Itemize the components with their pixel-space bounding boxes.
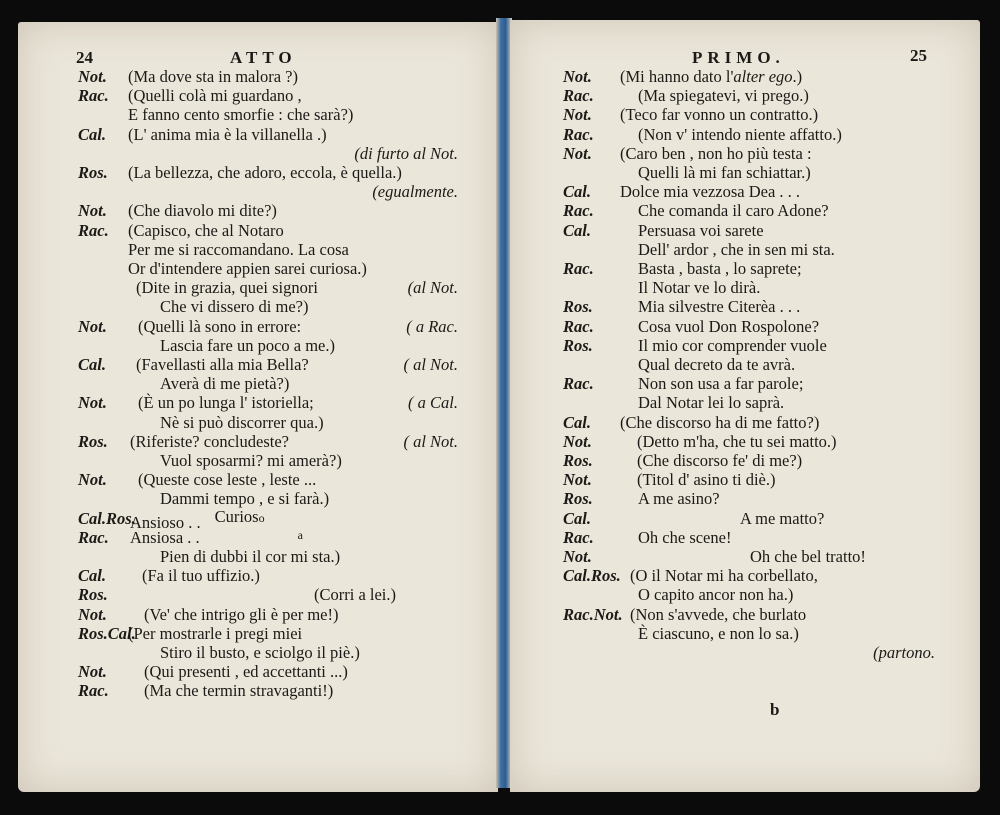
verse-text-main: (Caro ben , non ho più testa : xyxy=(620,143,812,163)
verse-text-main: (Detto m'ha, che tu sei matto.) xyxy=(637,431,837,451)
verse-line xyxy=(510,509,980,528)
verse-line xyxy=(510,278,980,297)
verse-text-main: Mia silvestre Citerèa . . . xyxy=(638,297,801,317)
stage-direction: ( a Rac. xyxy=(406,316,458,336)
verse-line xyxy=(510,470,980,489)
verse-text-main: Lascia fare un poco a me.) xyxy=(160,335,335,355)
verse-line xyxy=(510,547,980,566)
left-page xyxy=(18,22,498,792)
verse-line xyxy=(510,221,980,240)
running-head: ATTO xyxy=(230,48,297,67)
speaker-name: Ros. xyxy=(78,431,108,451)
stage-direction: ( al Not. xyxy=(403,431,458,451)
verse-line xyxy=(510,489,980,508)
running-head: PRIMO. xyxy=(692,48,785,67)
verse-line xyxy=(18,67,498,86)
verse-line xyxy=(18,297,498,316)
verse-text-main: Dammi tempo , e si farà.) xyxy=(160,489,330,509)
verse-line xyxy=(18,393,498,412)
verse-text-main: (Ve' che intrigo gli è per me!) xyxy=(144,604,339,624)
verse-text-main: (Favellasti alla mia Bella? xyxy=(136,355,309,374)
verse-text-main: È ciascuno, e non lo sa.) xyxy=(638,623,799,643)
verse-text xyxy=(160,374,289,393)
verse-text-main: Pien di dubbi il cor mi sta.) xyxy=(160,547,341,566)
verse-text xyxy=(638,240,835,259)
speaker-name: Rac. xyxy=(563,201,594,221)
verse-text-main: Nè si può discorrer qua.) xyxy=(160,412,324,432)
verse-line xyxy=(18,624,498,643)
verse-line xyxy=(18,432,498,451)
verse-line xyxy=(18,221,498,240)
verse-text-main: Non son usa a far parole; xyxy=(638,374,804,394)
verse-line xyxy=(510,451,980,470)
verse-text xyxy=(160,643,360,662)
verse-text-main: (Per mostrarle i pregi miei xyxy=(128,623,303,643)
verse-text xyxy=(638,259,802,278)
verse-text xyxy=(160,489,329,508)
verse-line xyxy=(510,297,980,316)
speaker-name: Rac. xyxy=(563,374,594,394)
verse-text xyxy=(160,451,342,470)
verse-line xyxy=(18,643,498,662)
speaker-name: Not. xyxy=(563,143,592,163)
verse-text xyxy=(637,451,802,470)
speaker-name: Not. xyxy=(78,470,107,490)
verse-text xyxy=(630,605,806,624)
verse-line xyxy=(18,105,498,124)
verse-text xyxy=(638,221,764,240)
verse-text xyxy=(638,624,799,643)
verse-text-main: (O il Notar mi ha corbellato, xyxy=(630,566,818,586)
verse-text-main: (La bellezza, che adoro, eccola, è quella.) xyxy=(128,163,402,182)
verse-text xyxy=(638,393,784,412)
verse-text-main: Ansioso . . xyxy=(130,513,201,533)
verse-line xyxy=(18,259,498,278)
speaker-name: Cal. xyxy=(78,355,106,374)
speaker-name: Not. xyxy=(563,470,592,490)
verse-line xyxy=(18,662,498,681)
speaker-name: Cal. xyxy=(563,508,591,528)
verse-line xyxy=(510,643,980,662)
speaker-name: Rac. xyxy=(78,220,109,240)
verse-text-main: (Ma spiegatevi, vi prego.) xyxy=(638,86,809,106)
verse-text xyxy=(136,278,318,297)
verse-text-main: Dell' ardor , che in sen mi sta. xyxy=(638,239,835,259)
speaker-name: Rac. xyxy=(563,527,594,547)
speaker-name: Cal. xyxy=(563,220,591,240)
verse-line xyxy=(18,125,498,144)
speaker-name: Not. xyxy=(78,316,107,336)
verse-text xyxy=(638,585,793,604)
verse-line xyxy=(510,605,980,624)
verse-text xyxy=(138,317,301,336)
signature-mark: b xyxy=(770,700,780,719)
verse-text xyxy=(637,470,776,489)
speaker-name: Rac.Not. xyxy=(563,604,623,624)
verse-text xyxy=(128,259,367,278)
verse-text-main: (Queste cose leste , leste ... xyxy=(138,470,317,490)
curios-suffix-o: o xyxy=(258,510,265,525)
verse-line xyxy=(18,163,498,182)
speaker-name: Not. xyxy=(563,547,592,566)
verse-text-main: O capito ancor non ha.) xyxy=(638,585,794,605)
speaker-name: Not. xyxy=(78,393,107,413)
speaker-name: Cal.Ros. xyxy=(78,508,136,528)
verse-text-end: .) xyxy=(792,67,803,86)
verse-line xyxy=(510,201,980,220)
verse-text-main: Dal Notar lei lo saprà. xyxy=(638,393,785,413)
verse-text-main: A me matto? xyxy=(740,508,825,528)
verse-line xyxy=(510,317,980,336)
speaker-name: Rac. xyxy=(78,681,109,701)
speaker-name: Ros. xyxy=(563,451,593,470)
curios-word: Curios xyxy=(214,507,259,527)
verse-text-main: (Non s'avvede, che burlato xyxy=(630,604,807,624)
speaker-name: Not. xyxy=(78,201,107,221)
verse-text-main: A me asino? xyxy=(638,489,720,509)
verse-text-main: Persuasa voi sarete xyxy=(638,220,764,240)
speaker-name: Rac. xyxy=(78,86,109,106)
verse-text-main: (Capisco, che al Notaro xyxy=(128,220,284,240)
verse-text-main: (Che discorso fe' di me?) xyxy=(637,451,803,470)
verse-line xyxy=(510,528,980,547)
verse-text-main: (Non v' intendo niente affatto.) xyxy=(638,124,842,144)
speaker-name: Not. xyxy=(563,431,592,451)
verse-text xyxy=(638,374,803,393)
stage-direction: (partono. xyxy=(873,643,935,662)
verse-text-main: (Riferiste? concludeste? xyxy=(130,431,289,451)
verse-line xyxy=(18,489,498,508)
verse-line xyxy=(18,278,498,297)
verse-text xyxy=(750,547,866,566)
verse-text xyxy=(128,221,284,240)
verse-text xyxy=(638,278,760,297)
verse-text xyxy=(128,624,302,643)
verse-text-main: (È un po lunga l' istoriella; xyxy=(138,393,314,413)
verse-text-main: Che comanda il caro Adone? xyxy=(638,201,829,221)
verse-text xyxy=(620,144,812,163)
speaker-name: Ros. xyxy=(563,297,593,317)
stage-direction: ( al Not. xyxy=(403,355,458,374)
verse-text xyxy=(637,432,837,451)
verse-text xyxy=(630,566,818,585)
verse-text-main: Il mio cor comprender vuole xyxy=(638,335,827,355)
verse-line xyxy=(18,355,498,374)
verse-line xyxy=(510,374,980,393)
verse-text xyxy=(638,125,842,144)
italic-phrase: alter ego xyxy=(733,67,793,86)
verse-text xyxy=(638,489,720,508)
verse-text-main: Dolce mia vezzosa Dea . . . xyxy=(620,182,801,202)
verse-text xyxy=(638,355,795,374)
verse-line xyxy=(18,182,498,201)
verse-text-main: Basta , basta , lo saprete; xyxy=(638,259,802,278)
verse-line xyxy=(18,547,498,566)
verse-text xyxy=(138,393,314,412)
verse-line xyxy=(510,566,980,585)
verse-text-main: (L' anima mia è la villanella .) xyxy=(128,124,327,144)
verse-line xyxy=(510,413,980,432)
right-page xyxy=(510,20,980,792)
verse-text xyxy=(142,566,260,585)
verse-text-main: Qual decreto da te avrà. xyxy=(638,355,796,374)
verse-text-main: Il Notar ve lo dirà. xyxy=(638,278,761,298)
verse-text xyxy=(160,336,335,355)
speaker-name: Ros. xyxy=(563,489,593,509)
speaker-name: Rac. xyxy=(78,527,109,547)
verse-text xyxy=(620,413,819,432)
verse-line xyxy=(510,105,980,124)
speaker-name: Ros. xyxy=(78,585,108,605)
speaker-name: Not. xyxy=(78,67,107,86)
verse-line xyxy=(18,86,498,105)
verse-text-main: (Che discorso ha di me fatto?) xyxy=(620,412,820,432)
verse-line xyxy=(18,201,498,220)
verse-line xyxy=(510,355,980,374)
verse-text-main: (Teco far vonno un contratto.) xyxy=(620,105,819,125)
verse-line xyxy=(510,163,980,182)
stage-direction: (di furto al Not. xyxy=(354,143,458,163)
verse-line xyxy=(510,393,980,412)
verse-text xyxy=(740,509,824,528)
verse-text xyxy=(128,67,298,86)
verse-line xyxy=(510,182,980,201)
verse-text-main: Or d'intendere appien sarei curiosa.) xyxy=(128,259,367,278)
verse-text-main: (Dite in grazia, quei signori xyxy=(136,278,318,298)
verse-text-main: Quelli là mi fan schiattar.) xyxy=(638,163,811,182)
verse-line xyxy=(510,585,980,604)
verse-text-main: (Corri a lei.) xyxy=(314,585,397,605)
verse-text-main: (Ma dove sta in malora ?) xyxy=(128,67,298,86)
verse-text xyxy=(144,681,333,700)
verse-text-main: Vuol sposarmi? mi amerà?) xyxy=(160,451,342,470)
verse-text xyxy=(128,86,302,105)
verse-line xyxy=(510,336,980,355)
verse-line xyxy=(18,317,498,336)
verse-line xyxy=(18,470,498,489)
speaker-name: Ros.Cal. xyxy=(78,623,136,643)
verse-text xyxy=(128,240,349,259)
verse-line xyxy=(510,432,980,451)
verse-line xyxy=(18,240,498,259)
verse-line xyxy=(510,259,980,278)
verse-line xyxy=(18,374,498,393)
verse-text xyxy=(130,432,289,451)
speaker-name: Not. xyxy=(563,105,592,125)
verse-line xyxy=(510,125,980,144)
speaker-name: Cal. xyxy=(78,124,106,144)
verse-text xyxy=(138,470,316,489)
verse-text-main: Oh che bel tratto! xyxy=(750,547,866,566)
verse-text-main: Ansiosa . . xyxy=(130,527,200,547)
verse-line xyxy=(18,507,498,533)
verse-text xyxy=(620,67,802,86)
verse-text-main: (Mi hanno dato l' xyxy=(620,67,734,86)
verse-text xyxy=(638,297,800,316)
verse-text xyxy=(128,105,353,124)
verse-text-main: Stiro il busto, e sciolgo il piè.) xyxy=(160,643,360,662)
verse-line xyxy=(18,413,498,432)
verse-text xyxy=(638,201,829,220)
verse-text xyxy=(620,105,818,124)
verse-text-main: (Ma che termin stravaganti!) xyxy=(144,681,334,701)
stage-direction: (egualmente. xyxy=(372,182,458,202)
verse-line xyxy=(510,144,980,163)
speaker-name: Cal. xyxy=(78,566,106,586)
speaker-name: Rac. xyxy=(563,259,594,278)
verse-line xyxy=(18,336,498,355)
verse-text xyxy=(638,528,731,547)
verse-text xyxy=(314,585,396,604)
verse-text xyxy=(136,355,309,374)
verse-line xyxy=(18,566,498,585)
stage-direction: ( a Cal. xyxy=(408,393,458,413)
speaker-name: Rac. xyxy=(563,316,594,336)
speaker-name: Ros. xyxy=(563,335,593,355)
curios-suffix-a: a xyxy=(297,528,303,543)
verse-text-main: Oh che scene! xyxy=(638,527,732,547)
verse-text xyxy=(638,86,809,105)
verse-text xyxy=(128,201,277,220)
speaker-name: Ros. xyxy=(78,163,108,182)
verse-text-main: Averà di me pietà?) xyxy=(160,374,290,394)
page-number: 25 xyxy=(910,46,927,65)
verse-text-main: (Che diavolo mi dite?) xyxy=(128,201,277,221)
verse-text-main: (Titol d' asino ti diè.) xyxy=(637,470,776,490)
verse-line xyxy=(510,240,980,259)
verse-text xyxy=(160,547,340,566)
speaker-name: Not. xyxy=(78,662,107,682)
verse-text xyxy=(144,605,338,624)
verse-line xyxy=(18,605,498,624)
speaker-name: Rac. xyxy=(563,86,594,106)
stage-direction: (al Not. xyxy=(407,278,458,298)
verse-line xyxy=(18,144,498,163)
verse-text-main: E fanno cento smorfie : che sarà?) xyxy=(128,105,354,125)
verse-line xyxy=(18,681,498,700)
speaker-name: Cal.Ros. xyxy=(563,566,621,586)
verse-text-main: (Quelli là sono in errore: xyxy=(138,316,302,336)
verse-text-main: Che vi dissero di me?) xyxy=(160,297,309,317)
verse-text-main: Cosa vuol Don Rospolone? xyxy=(638,316,820,336)
speaker-name: Not. xyxy=(563,67,592,86)
page-number: 24 xyxy=(76,48,93,67)
verse-line xyxy=(18,585,498,604)
verse-line xyxy=(510,67,980,86)
verse-text-main: (Quelli colà mi guardano , xyxy=(128,86,302,106)
verse-text xyxy=(638,163,811,182)
speaker-name: Not. xyxy=(78,604,107,624)
verse-text-main: (Qui presenti , ed accettanti ...) xyxy=(144,662,348,682)
verse-line xyxy=(510,624,980,643)
verse-text-main: (Fa il tuo uffizio.) xyxy=(142,566,260,586)
verse-text xyxy=(638,336,827,355)
verse-text xyxy=(160,297,308,316)
verse-text-main: Per me si raccomandano. La cosa xyxy=(128,239,349,259)
verse-text xyxy=(144,662,348,681)
verse-text xyxy=(160,413,324,432)
verse-text xyxy=(620,182,800,201)
verse-text xyxy=(128,125,327,144)
speaker-name: Cal. xyxy=(563,182,591,202)
verse-text xyxy=(128,163,402,182)
speaker-name: Rac. xyxy=(563,124,594,144)
verse-line xyxy=(510,86,980,105)
verse-text xyxy=(638,317,819,336)
verse-line xyxy=(18,451,498,470)
verse-line xyxy=(18,528,498,547)
speaker-name: Cal. xyxy=(563,412,591,432)
